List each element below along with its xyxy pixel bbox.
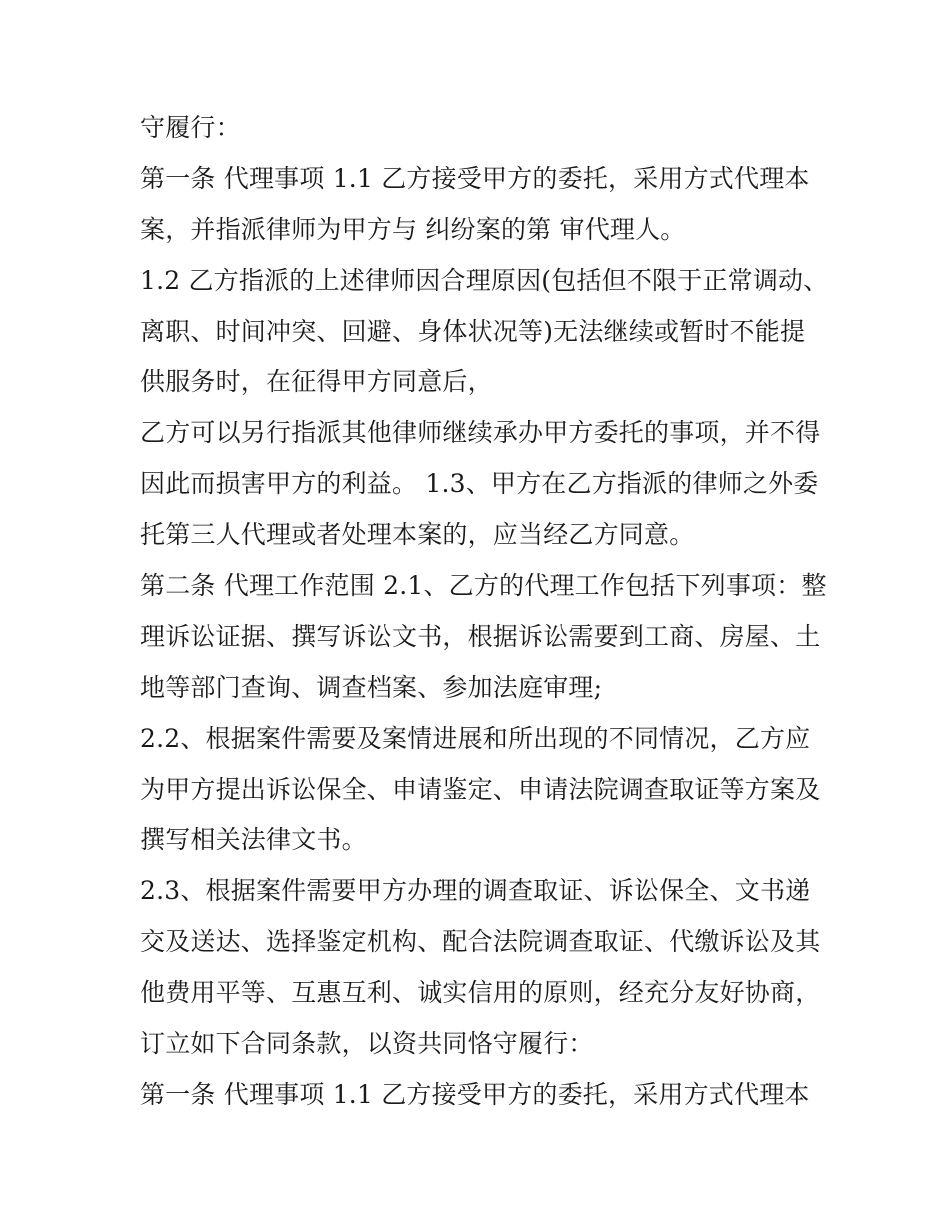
text-line: 乙方可以另行指派其他律师继续承办甲方委托的事项，并不得 <box>140 418 821 448</box>
text-line: 托第三人代理或者处理本案的，应当经乙方同意。 <box>140 520 695 550</box>
text-line: 离职、时间冲突、回避、身体状况等)无法继续或暂时不能提 <box>140 316 806 346</box>
text-line: 2.3、根据案件需要甲方办理的调查取证、诉讼保全、文书递 <box>140 876 811 906</box>
text-line: 第一条 代理事项 1.1 乙方接受甲方的委托，采用方式代理本 <box>140 1079 810 1109</box>
text-line: 守履行： <box>140 113 241 142</box>
text-line: 订立如下合同条款，以资共同恪守履行： <box>140 1029 594 1059</box>
text-line: 为甲方提出诉讼保全、申请鉴定、申请法院调查取证等方案及 <box>140 774 821 804</box>
text-line: 2.2、根据案件需要及案情进展和所出现的不同情况，乙方应 <box>140 723 811 753</box>
text-line: 案，并指派律师为甲方与 纠纷案的第 审代理人。 <box>140 214 686 244</box>
contract-text <box>140 103 830 1121</box>
text-line: 地等部门查询、调查档案、参加法庭审理; <box>140 672 603 702</box>
text-line: 供服务时，在征得甲方同意后， <box>140 367 493 397</box>
text-line: 撰写相关法律文书。 <box>140 825 367 855</box>
text-line: 因此而损害甲方的利益。 1.3、甲方在乙方指派的律师之外委 <box>140 469 819 499</box>
text-line: 1.2 乙方指派的上述律师因合理原因(包括但不限于正常调动、 <box>140 265 829 295</box>
text-line: 第二条 代理工作范围 2.1、乙方的代理工作包括下列事项：整 <box>140 571 827 601</box>
text-line: 理诉讼证据、撰写诉讼文书，根据诉讼需要到工商、房屋、土 <box>140 621 821 651</box>
text-line: 第一条 代理事项 1.1 乙方接受甲方的委托，采用方式代理本 <box>140 163 810 193</box>
text-line: 交及送达、选择鉴定机构、配合法院调查取证、代缴诉讼及其 <box>140 927 821 957</box>
text-line: 他费用平等、互惠互利、诚实信用的原则，经充分友好协商， <box>140 978 821 1008</box>
